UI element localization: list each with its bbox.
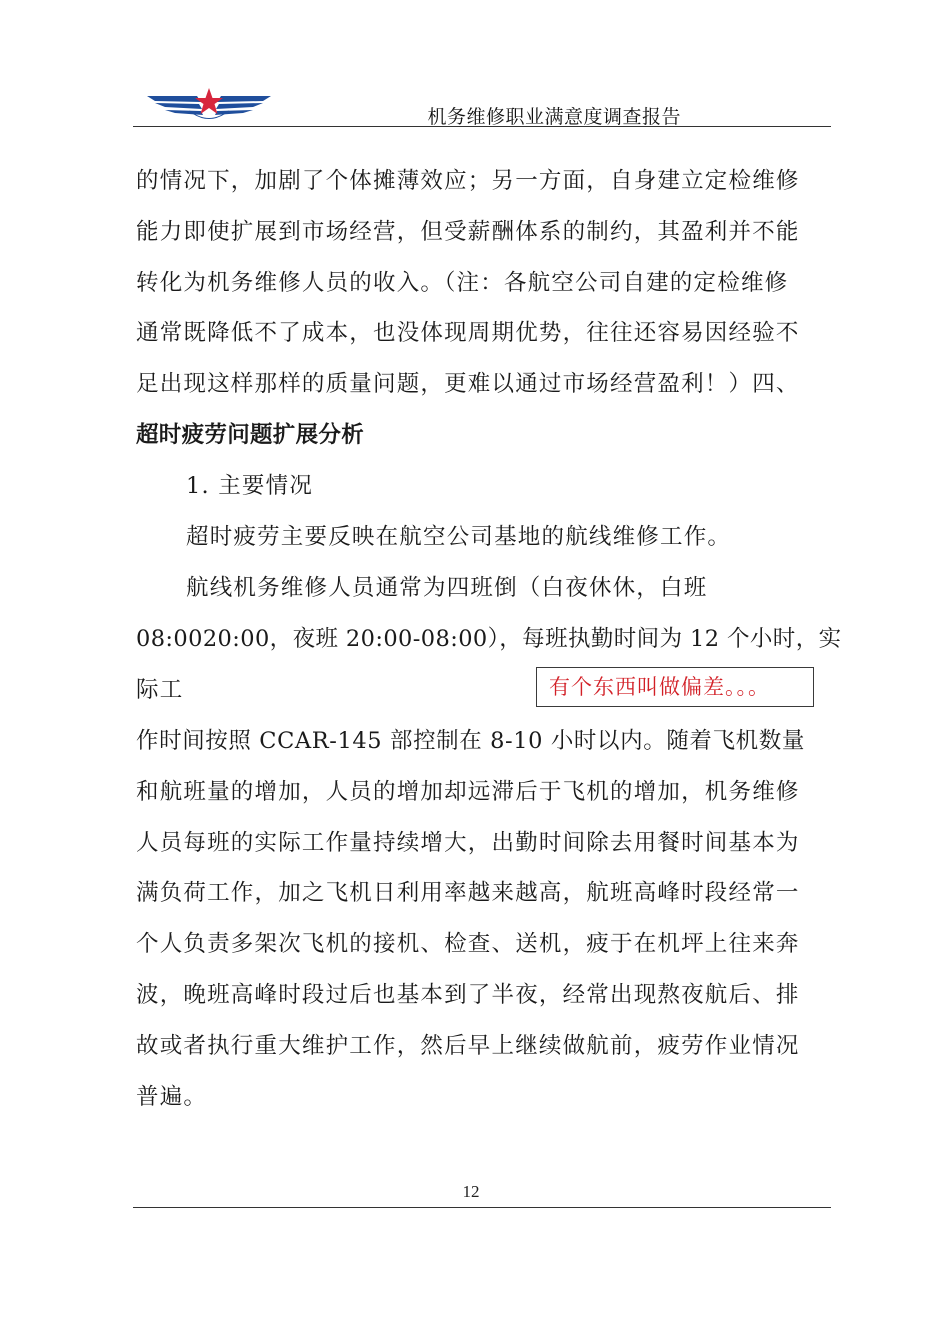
annotation-callout: 有个东西叫做偏差。。。: [536, 667, 814, 707]
paragraph-line: 故或者执行重大维护工作，然后早上继续做航前，疲劳作业情况: [136, 1033, 800, 1059]
paragraph-line: 个人负责多架次飞机的接机、检查、送机，疲于在机坪上往来奔: [136, 931, 800, 957]
paragraph-line: 作时间按照 CCAR-145 部控制在 8-10 小时以内。随着飞机数量: [136, 728, 805, 754]
paragraph-line: 08:0020:00，夜班 20:00-08:00），每班执勤时间为 12 个小时，实: [136, 626, 842, 652]
subsection-heading: 1. 主要情况: [186, 473, 314, 499]
header-title: 机务维修职业满意度调查报告: [427, 106, 681, 128]
section-heading: 超时疲劳问题扩展分析: [136, 422, 365, 448]
paragraph-line: 普遍。: [136, 1084, 208, 1110]
paragraph-line: 足出现这样那样的质量问题，更难以通过市场经营盈利！）四、: [136, 371, 800, 397]
paragraph-line: 人员每班的实际工作量持续增大，出勤时间除去用餐时间基本为: [136, 830, 800, 856]
winged-star-logo-icon: [145, 86, 273, 126]
paragraph-line: 能力即使扩展到市场经营，但受薪酬体系的制约，其盈利并不能: [136, 219, 800, 245]
page-number: 12: [462, 1182, 480, 1201]
footer-divider: [133, 1207, 831, 1208]
paragraph-line: 通常既降低不了成本，也没体现周期优势，往往还容易因经验不: [136, 320, 800, 346]
paragraph-line: 航线机务维修人员通常为四班倒（白夜休休，白班: [186, 575, 708, 601]
header-divider: [133, 126, 831, 127]
paragraph-line: 和航班量的增加，人员的增加却远滞后于飞机的增加，机务维修: [136, 779, 800, 805]
page-header: [133, 84, 831, 128]
paragraph-line: 满负荷工作，加之飞机日利用率越来越高，航班高峰时段经常一: [136, 880, 800, 906]
paragraph-line: 波，晚班高峰时段过后也基本到了半夜，经常出现熬夜航后、排: [136, 982, 800, 1008]
paragraph-line: 际工: [136, 677, 184, 703]
paragraph-line: 的情况下，加剧了个体摊薄效应；另一方面，自身建立定检维修: [136, 168, 800, 194]
paragraph-line: 转化为机务维修人员的收入。（注：各航空公司自建的定检维修: [136, 270, 789, 296]
paragraph-line: 超时疲劳主要反映在航空公司基地的航线维修工作。: [186, 524, 732, 550]
